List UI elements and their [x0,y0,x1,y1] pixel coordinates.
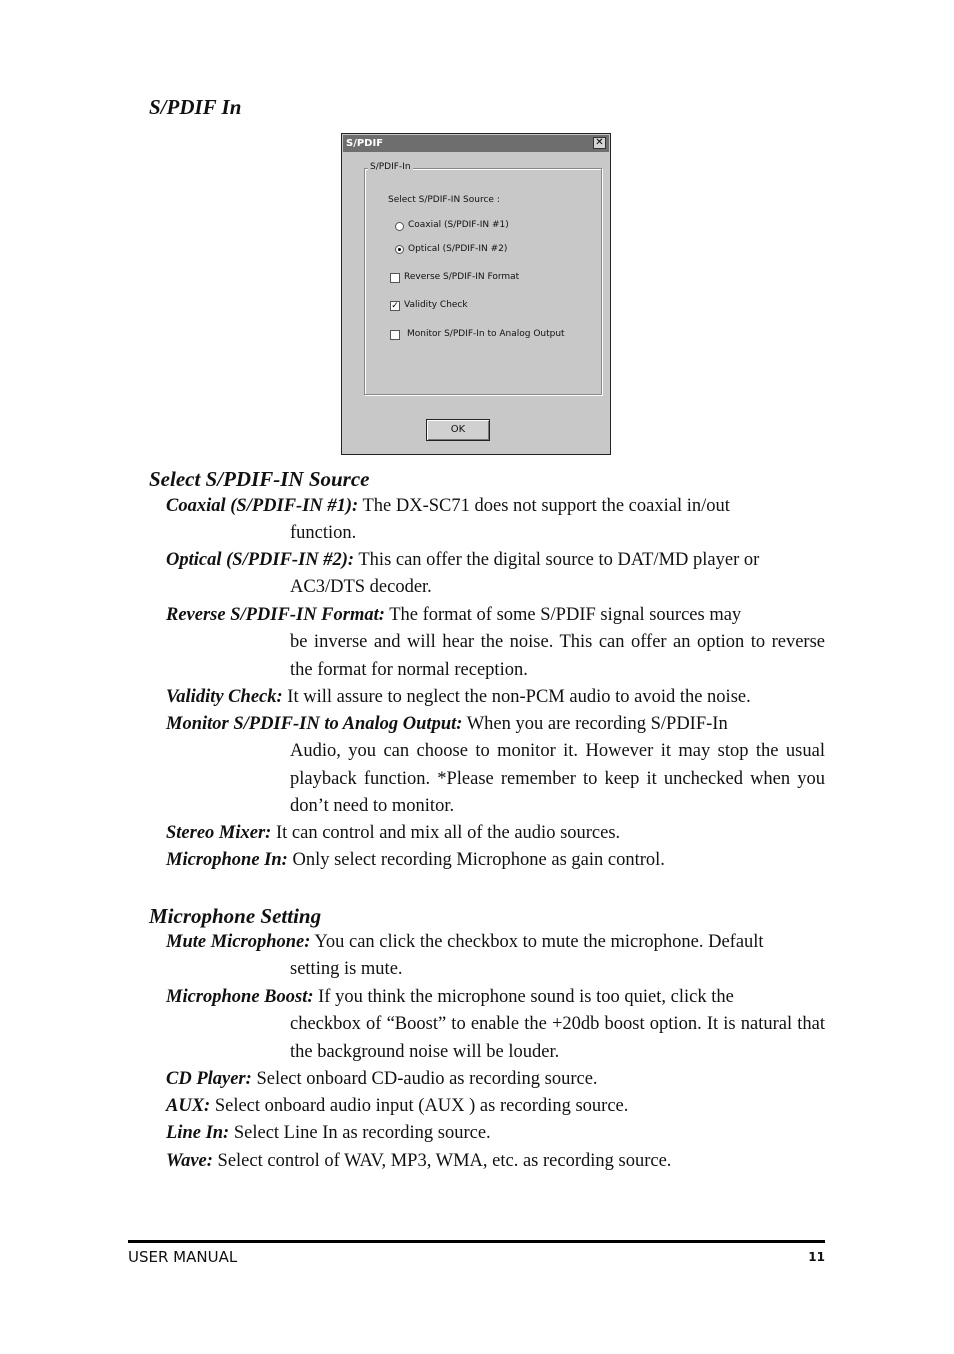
entry-continuation: function. [290,523,357,544]
spdif-dialog [341,133,611,455]
entry-term: Coaxial (S/PDIF-IN #1): [166,496,359,516]
entry-term: Line In: [166,1123,230,1143]
entry-term: AUX: [166,1096,211,1116]
dialog-title: S/PDIF [346,138,384,149]
entry-term: Optical (S/PDIF-IN #2): [166,550,355,570]
section-title-microphone-setting: Microphone Setting [149,904,322,928]
entry-continuation: Audio, you can choose to monitor it. However it may stop the usual playback function. *Please remember to keep it unchecked when you don’t need to monitor. [290,741,825,816]
entry-term: Monitor S/PDIF-IN to Analog Output: [166,714,463,734]
radio-selected-dot [398,248,401,251]
entry-text: Select onboard CD-audio as recording source. [256,1069,598,1089]
entry-text: Select control of WAV, MP3, WMA, etc. as recording source. [217,1151,672,1171]
entry-term: Microphone Boost: [166,987,314,1007]
entry-optical [166,547,825,602]
entry-term: Reverse S/PDIF-IN Format: [166,605,385,625]
entry-text: If you think the microphone sound is too quiet, click the [318,987,734,1007]
entry-stereo-mixer [166,820,825,847]
entry-microphone-boost [166,984,825,1066]
entry-text: The format of some S/PDIF signal sources may [389,605,742,625]
entry-text: Only select recording Microphone as gain control. [292,850,665,870]
footer-divider [128,1240,825,1243]
entry-term: Wave: [166,1151,213,1171]
radio-optical-label[interactable]: Optical (S/PDIF-IN #2) [408,244,508,254]
entry-term: Stereo Mixer: [166,823,272,843]
dialog-titlebar [343,135,609,152]
entry-monitor-analog [166,711,825,820]
section-title-spdif-in: S/PDIF In [149,95,242,119]
entry-text: Select onboard audio input (AUX ) as recording source. [214,1096,629,1116]
ok-button[interactable]: OK [426,419,490,441]
checkbox-monitor-analog-label[interactable]: Monitor S/PDIF-In to Analog Output [407,329,565,339]
entry-validity-check [166,684,825,711]
entry-term: CD Player: [166,1069,252,1089]
close-button[interactable] [593,137,606,149]
entry-text: When you are recording S/PDIF-In [466,714,728,734]
entry-cd-player [166,1066,825,1093]
entry-text: Select Line In as recording source. [233,1123,491,1143]
entry-wave [166,1148,825,1175]
source-prompt: Select S/PDIF-IN Source : [388,195,500,205]
entry-line-in [166,1120,825,1147]
entry-term: Mute Microphone: [166,932,311,952]
checkbox-validity-check-label[interactable]: Validity Check [404,300,468,310]
entry-reverse-format [166,602,825,684]
footer-title: USER MANUAL [128,1248,238,1266]
entry-continuation: be inverse and will hear the noise. This can offer an option to reverse the format for normal reception. [290,632,825,680]
close-icon: ✕ [595,137,604,148]
entry-text: It will assure to neglect the non-PCM audio to avoid the noise. [287,687,751,707]
entry-term: Validity Check: [166,687,283,707]
entry-term: Microphone In: [166,850,288,870]
check-mark-icon: ✓ [391,301,399,311]
entry-aux [166,1093,825,1120]
section-title-select-source: Select S/PDIF-IN Source [149,467,370,491]
entry-text: You can click the checkbox to mute the microphone. Default [314,932,764,952]
radio-coaxial-label[interactable]: Coaxial (S/PDIF-IN #1) [408,220,509,230]
checkbox-monitor-analog[interactable] [390,330,400,340]
entry-text: It can control and mix all of the audio sources. [275,823,621,843]
entry-microphone-in [166,847,825,874]
entry-continuation: AC3/DTS decoder. [290,577,432,598]
entry-mute-microphone [166,929,825,984]
checkbox-reverse-format-label[interactable]: Reverse S/PDIF-IN Format [404,272,520,282]
radio-coaxial[interactable] [395,222,404,231]
page-number: 11 [808,1250,825,1264]
entry-text: The DX-SC71 does not support the coaxial in/out [362,496,730,516]
entry-continuation: setting is mute. [290,959,403,980]
checkbox-reverse-format[interactable] [390,273,400,283]
group-label: S/PDIF-In [370,162,411,172]
entry-text: This can offer the digital source to DAT/MD player or [358,550,760,570]
entry-continuation: checkbox of “Boost” to enable the +20db boost option. It is natural that the background noise will be louder. [290,1014,825,1062]
radio-optical[interactable] [395,245,404,254]
checkbox-validity-check[interactable] [390,301,400,311]
entry-coaxial [166,493,825,548]
